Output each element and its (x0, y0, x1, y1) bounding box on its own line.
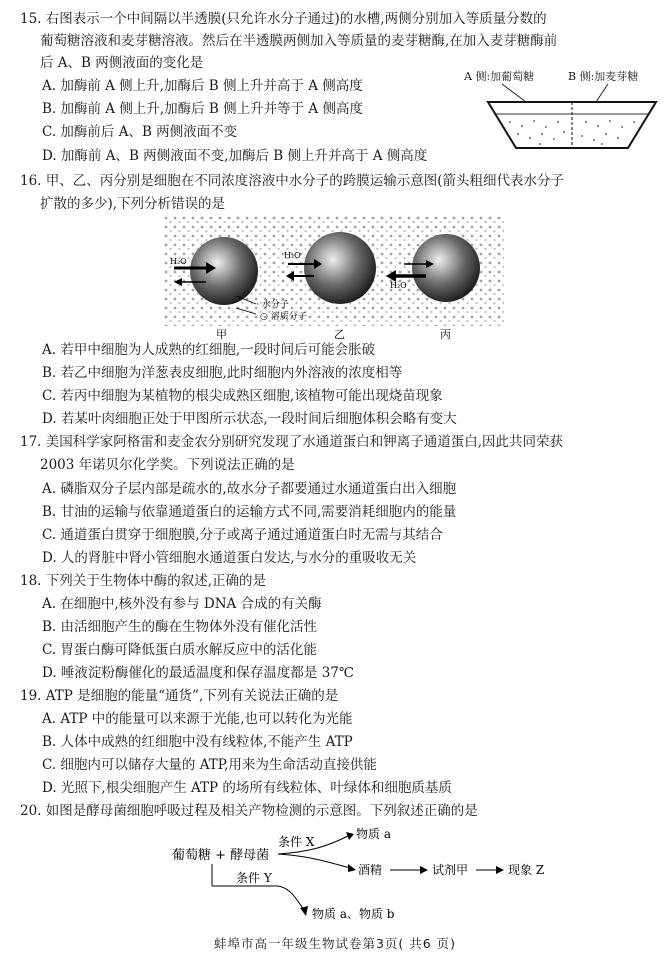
q16-option-d: D. 若某叶肉细胞正处于甲图所示状态,一段时间后细胞体积会略有变大 (42, 411, 457, 427)
q18-option-d: D. 唾液淀粉酶催化的最适温度和保存温度都是 37℃ (42, 665, 354, 681)
page-footer: 蚌埠市高一年级生物试卷第3页( 共6 页) (213, 936, 457, 951)
label-bing: 丙 (440, 328, 451, 341)
q18-option-c: C. 胃蛋白酶可降低蛋白质水解反应中的活化能 (42, 642, 317, 658)
q15-figure (460, 64, 660, 154)
q19-option-c: C. 细胞内可以储存大量的 ATP,用来为生命活动直接供能 (42, 757, 377, 773)
q17-stem-line1: 17. 美国科学家阿格雷和麦金农分别研究发现了水通道蛋白和钾离子通道蛋白,因此共同荣获 (20, 434, 564, 450)
h2o-label-yi: H₂O (284, 251, 301, 260)
legend-water: · 水分子 (256, 300, 289, 310)
q15-stem-line2: 葡萄糖溶液和麦芽糖溶液。然后在半透膜两侧加入等质量的麦芽糖酶,在加入麦芽糖酶前 (40, 33, 558, 49)
q16-option-b: B. 若乙中细胞为洋葱表皮细胞,此时细胞内外溶液的浓度相等 (42, 365, 403, 381)
q15-option-a: A. 加酶前 A 侧上升,加酶后 B 侧上升并高于 A 侧高度 (42, 78, 363, 94)
condition-y: 条件 Y (236, 871, 272, 885)
phenomenon-label: 现象 Z (508, 863, 545, 877)
legend-solute: ○ 溶质分子 (260, 312, 307, 322)
q16-stem-line1: 16. 甲、乙、丙分别是细胞在不同浓度溶液中水分子的跨膜运输示意图(箭头粗细代表水分子 (20, 173, 565, 189)
h2o-label-jia: H₂O (170, 257, 187, 266)
label-yi: 乙 (334, 328, 345, 341)
q20-stem: 20. 如图是酵母菌细胞呼吸过程及相关产物检测的示意图。下列叙述正确的是 (20, 803, 478, 819)
substance-a: 物质 a (356, 827, 391, 841)
q17-option-c: C. 通道蛋白贯穿于细胞膜,分子或离子通过通道蛋白时无需与其结合 (42, 527, 443, 543)
condition-x: 条件 X (278, 835, 315, 849)
substances-ab: 物质 a、物质 b (312, 907, 395, 921)
q18-option-b: B. 由活细胞产生的酶在生物体外没有催化活性 (42, 619, 318, 635)
q15-stem-line1: 15. 右图表示一个中间隔以半透膜(只允许水分子通过)的水槽,两侧分别加入等质量分数的 (20, 11, 547, 27)
q18-option-a: A. 在细胞中,核外没有参与 DNA 合成的有关酶 (42, 596, 322, 612)
q20-figure (160, 824, 580, 924)
q17-stem-line2: 2003 年诺贝尔化学奖。下列说法正确的是 (40, 457, 295, 473)
h2o-label-bing: H₂O (390, 281, 407, 290)
q17-option-a: A. 磷脂双分子层内部是疏水的,故水分子都要通过水通道蛋白出入细胞 (42, 481, 457, 497)
q17-option-d: D. 人的肾脏中肾小管细胞水通道蛋白发达,与水分的重吸收无关 (42, 550, 417, 566)
label-b-side: B 侧:加麦芽糖 (568, 70, 639, 83)
q19-stem: 19. ATP 是细胞的能量“通货”,下列有关说法正确的是 (20, 688, 339, 704)
q15-option-c: C. 加酶前后 A、B 两侧液面不变 (42, 124, 238, 140)
tank-diagram (460, 64, 660, 154)
q16-option-a: A. 若甲中细胞为人成熟的红细胞,一段时间后可能会胀破 (42, 342, 376, 358)
q19-option-a: A. ATP 中的能量可以来源于光能,也可以转化为光能 (42, 711, 353, 727)
reactants-label: 葡萄糖 + 酵母菌 (172, 848, 270, 863)
q16-option-c: C. 若丙中细胞为某植物的根尖成熟区细胞,该植物可能出现烧苗现象 (42, 388, 443, 404)
q18-stem: 18. 下列关于生物体中酶的叙述,正确的是 (20, 573, 267, 589)
q16-figure (164, 216, 504, 342)
q17-option-b: B. 甘油的运输与依靠通道蛋白的运输方式不同,需要消耗细胞内的能量 (42, 504, 457, 520)
q15-option-b: B. 加酶前 A 侧上升,加酶后 B 侧上升并等于 A 侧高度 (42, 101, 363, 117)
label-jia: 甲 (216, 328, 227, 341)
q19-option-b: B. 人体中成熟的红细胞中没有线粒体,不能产生 ATP (42, 734, 353, 750)
reagent-label: 试剂甲 (432, 863, 469, 877)
q16-stem-line2: 扩散的多少),下列分析错误的是 (40, 196, 226, 212)
q15-option-d: D. 加酶前 A、B 两侧液面不变,加酶后 B 侧上升并高于 A 侧高度 (42, 148, 428, 164)
alcohol-label: 酒精 (358, 863, 383, 877)
q15-stem-line3: 后 A、B 两侧液面的变化是 (40, 55, 204, 71)
label-a-side: A 侧:加葡萄糖 (464, 70, 535, 83)
q19-option-d: D. 光照下,根尖细胞产生 ATP 的场所有线粒体、叶绿体和细胞质基质 (42, 780, 452, 796)
